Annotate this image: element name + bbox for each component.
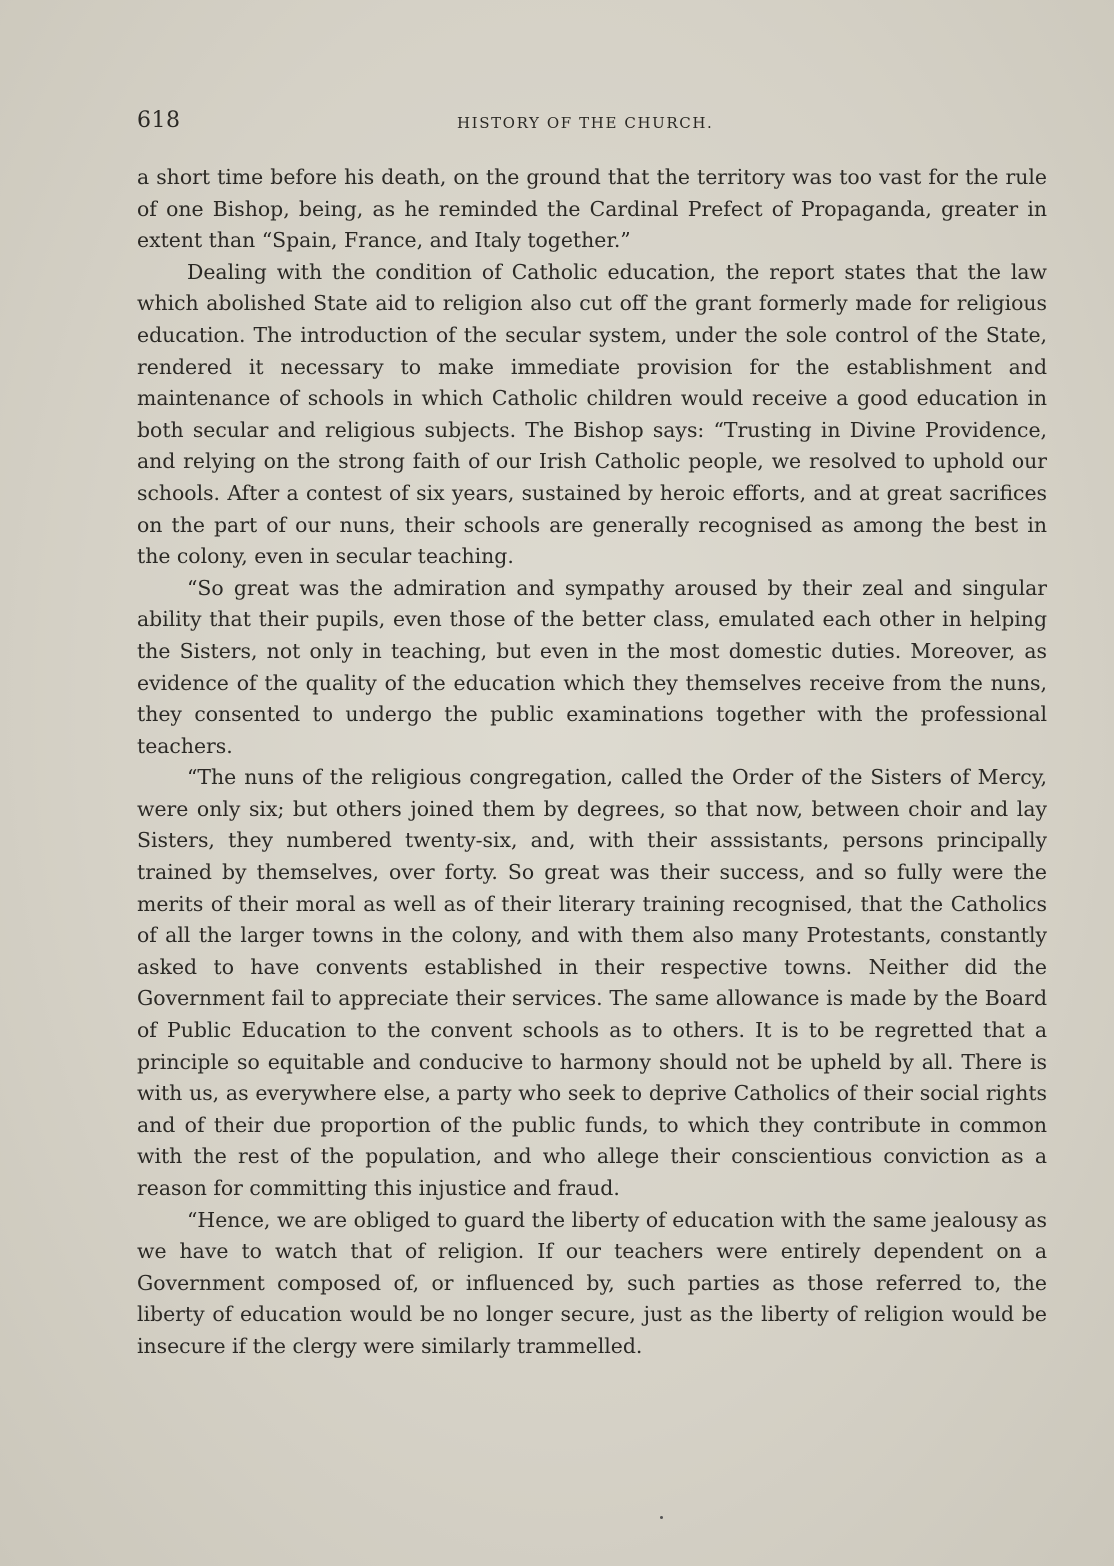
body-text — [137, 162, 1047, 1363]
paragraph-admiration: “So great was the admiration and sympathy aroused by their zeal and singular ability that their pupils, even those of the better class, emulated each other in helping the Sisters, not only in teaching, but even in the most domestic duties. Moreover, as evidence of the quality of the education which they themselves receive from the nuns, they consented to undergo the public examinations together with the professional teachers. — [137, 575, 1047, 758]
paragraph-catholic-education: Dealing with the condition of Catholic education, the report states that the law which abolished State aid to religion also cut off the grant formerly made for religious education. The introduction of the secular system, under the sole control of the State, rendered it necessary to make immediate provision for the establishment and maintenance of schools in which Catholic children would receive a good education in both secular and religious subjects. The Bishop says: “Trusting in Divine Providence, and relying on the strong faith of our Irish Catholic people, we resolved to uphold our schools. After a contest of six years, sustained by heroic efforts, and at great sacrifices on the part of our nuns, their schools are generally recognised as among the best in the colony, even in secular teaching. — [137, 259, 1047, 569]
paragraph-sisters-of-mercy: “The nuns of the religious congregation, called the Order of the Sisters of Mercy, were only six; but others joined them by degrees, so that now, between choir and lay Sisters, they numbered twenty-six, and, with their asssistants, persons principally trained by themselves, over forty. So great was their success, and so fully were the merits of their moral as well as of their literary training recognised, that the Catholics of all the larger towns in the colony, and with them also many Protestants, constantly asked to have convents established in their respective towns. Neither did the Government fail to appreciate their services. The same allowance is made by the Board of Public Education to the convent schools as to others. It is to be regretted that a principle so equitable and conducive to harmony should not be upheld by all. There is with us, as everywhere else, a party who seek to deprive Catholics of their social rights and of their due proportion of the public funds, to which they contribute in common with the rest of the population, and who allege their conscientious conviction as a reason for committing this injustice and fraud. — [137, 765, 1047, 1200]
paragraph-liberty-of-education: “Hence, we are obliged to guard the liberty of education with the same jealousy as we have to watch that of religion. If our teachers were entirely dependent on a Government composed of, or influenced by, such parties as those referred to, the liberty of education would be no longer secure, just as the liberty of religion would be insecure if the clergy were similarly trammelled. — [137, 1207, 1047, 1358]
paper-speck — [660, 1516, 663, 1519]
page-header — [137, 108, 1047, 142]
running-head: HISTORY OF THE CHURCH. — [457, 114, 714, 132]
page-number: 618 — [137, 108, 181, 133]
paragraph-continuation: a short time before his death, on the ground that the territory was too vast for the rule of one Bishop, being, as he reminded the Cardinal Prefect of Propaganda, greater in extent than “Spain, France, and Italy together.” — [137, 165, 1047, 253]
